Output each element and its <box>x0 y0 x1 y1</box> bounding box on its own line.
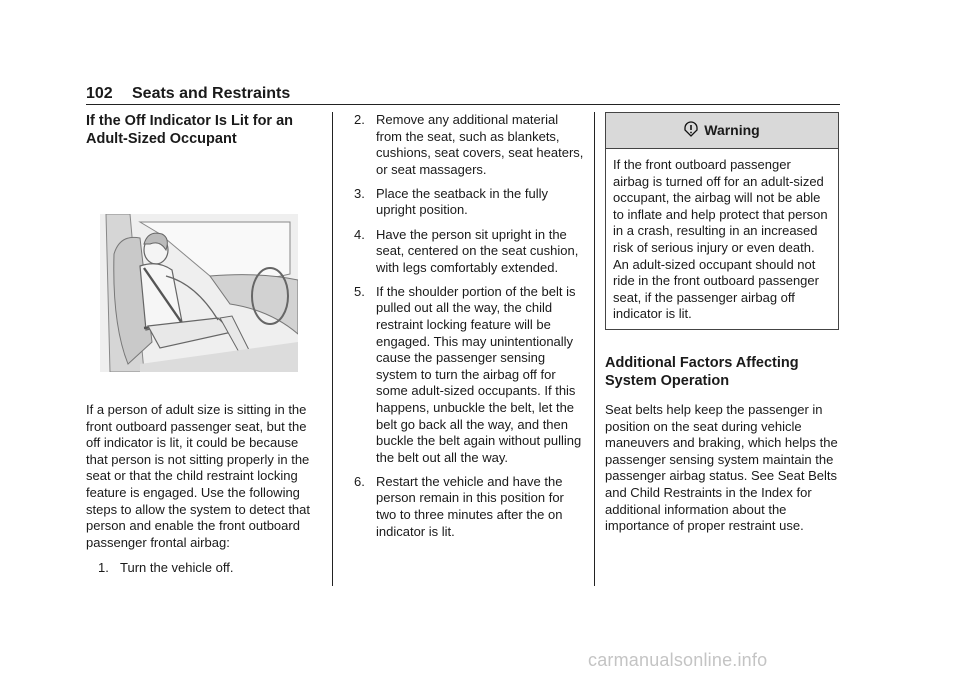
column-divider <box>332 112 333 586</box>
column-middle <box>354 112 586 548</box>
list-item: 2. Remove any additional material from the seat, such as blankets, cushions, seat covers, seat heaters, or seat massagers. <box>354 112 584 177</box>
list-item: 4. Have the person sit upright in the seat, centered on the seat cushion, with legs comfortably extended. <box>354 226 579 275</box>
factors-paragraph: Seat belts help keep the passenger in position on the seat during vehicle maneuvers and braking, which helps the passenger sensing system maintain the passenger airbag status. See Seat Belts and Child Restraints in the Index for additional information about the importance of proper restraint use. <box>605 401 838 534</box>
list-item: 5. If the shoulder portion of the belt is pulled out all the way, the child restraint locking feature will be engaged. This may unintentionally cause the passenger sensing system to turn the airbag off for some adult-sized occupants. If this happens, unbuckle the belt, let the belt go back all the way, and then buckle the belt again without pulling the belt out all the way. <box>354 283 582 465</box>
warning-box <box>605 112 839 330</box>
page-header <box>86 84 840 104</box>
column-divider <box>594 112 595 586</box>
warning-title: Warning <box>704 122 760 139</box>
warning-icon <box>684 121 698 141</box>
section-title: Seats and Restraints <box>132 85 291 102</box>
subsection-heading: Additional Factors Affecting System Operation <box>605 354 799 389</box>
steps-list <box>354 112 586 540</box>
occupant-illustration <box>100 214 298 372</box>
intro-paragraph: If a person of adult size is sitting in the front outboard passenger seat, but the off indicator is lit, it could be because that person is not sitting properly in the seat or that the child restraint locking feature is engaged. Use the following steps to allow the system to detect that person and enable the front outboard passenger frontal airbag: <box>86 402 311 550</box>
page-number: 102 <box>86 85 113 102</box>
warning-header <box>606 113 838 149</box>
warning-text: If the front outboard passenger airbag is turned off for an adult-sized occupant, the airbag will not be able to inflate and help protect that person in a crash, resulting in an increased risk of serious injury or even death. An adult-sized occupant should not ride in the front outboard passenger seat, if the passenger airbag off indicator is lit. <box>613 157 828 322</box>
list-item: 1. Turn the vehicle off. <box>98 560 234 576</box>
column-left <box>86 112 322 583</box>
watermark: carmanualsonline.info <box>588 650 768 670</box>
steps-list <box>86 560 322 577</box>
list-item: 6. Restart the vehicle and have the person remain in this position for two to three minutes after the on indicator is lit. <box>354 473 564 539</box>
column-right <box>605 112 841 535</box>
subsection-heading: If the Off Indicator Is Lit for an Adult-Sized Occupant <box>86 113 294 147</box>
list-item: 3. Place the seatback in the fully upright position. <box>354 185 548 218</box>
header-rule <box>86 104 840 105</box>
